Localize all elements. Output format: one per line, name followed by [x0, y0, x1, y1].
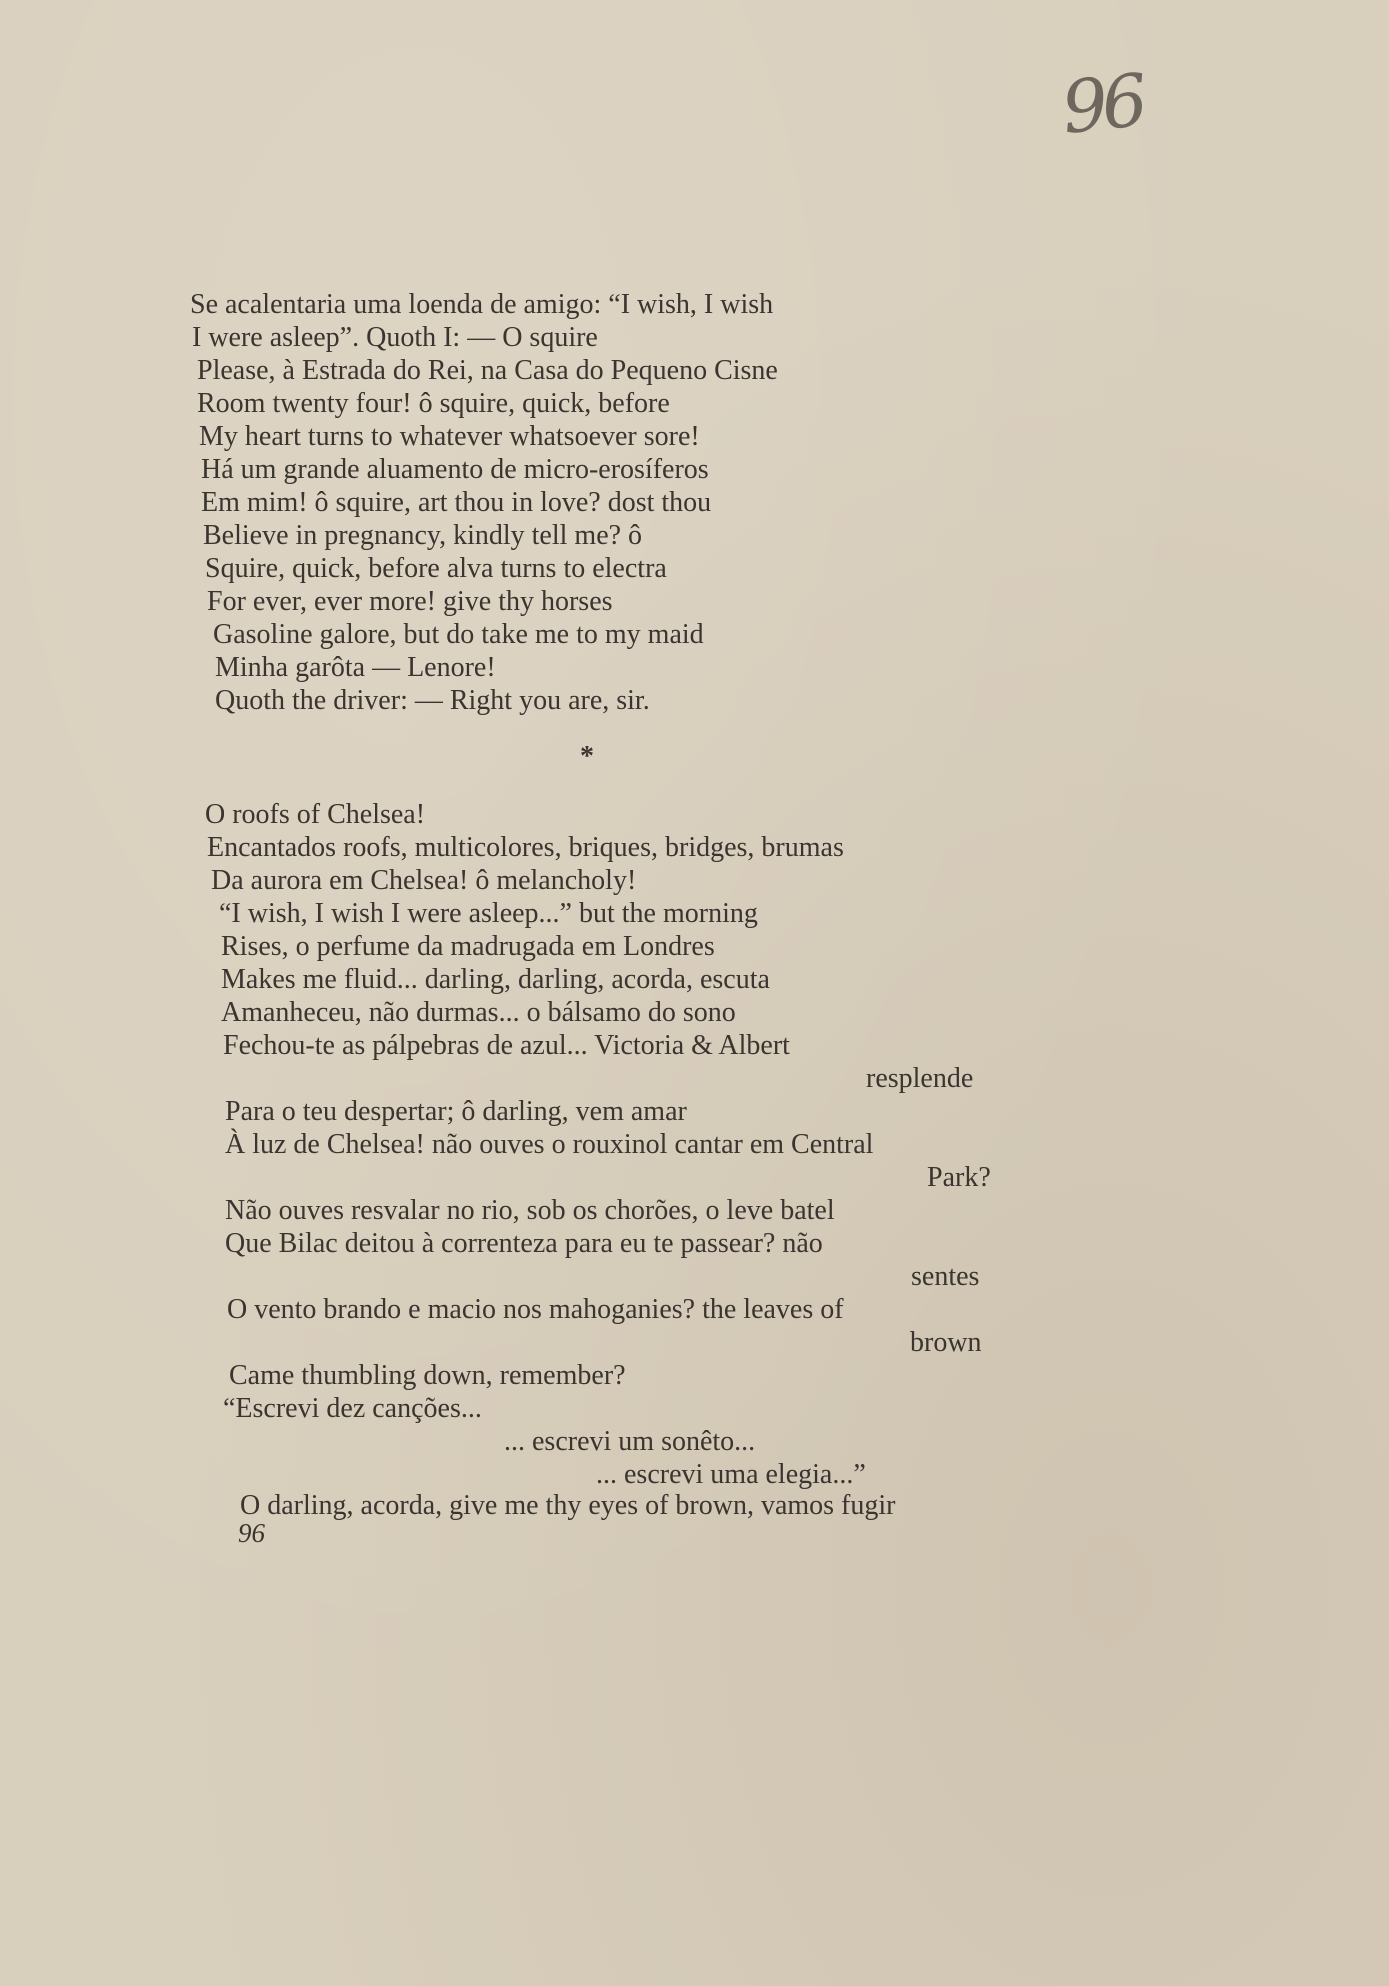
poem-line: Que Bilac deitou à correnteza para eu te passear? não	[225, 1228, 823, 1259]
page-number: 96	[238, 1518, 265, 1548]
poem-line-continuation: sentes	[911, 1261, 980, 1292]
poem-line: Da aurora em Chelsea! ô melancholy!	[211, 865, 637, 896]
poem-line: O darling, acorda, give me thy eyes of brown, vamos fugir	[240, 1490, 896, 1521]
poem-line: ... escrevi uma elegia...”	[596, 1459, 866, 1490]
poem-line: Em mim! ô squire, art thou in love? dost thou	[201, 487, 712, 518]
poem-line: Room twenty four! ô squire, quick, before	[197, 388, 670, 419]
poem-line: “I wish, I wish I were asleep...” but the morning	[219, 898, 758, 929]
section-separator: *	[580, 741, 594, 772]
poem-line: Fechou-te as pálpebras de azul... Victoria & Albert	[223, 1030, 790, 1061]
poem-line: Rises, o perfume da madrugada em Londres	[221, 931, 715, 962]
poem-line: O vento brando e macio nos mahoganies? the leaves of	[227, 1294, 844, 1325]
poem-line: Quoth the driver: — Right you are, sir.	[215, 685, 650, 716]
poem-line: Squire, quick, before alva turns to electra	[205, 553, 667, 584]
poem-line: For ever, ever more! give thy horses	[207, 586, 613, 617]
poem-line: Makes me fluid... darling, darling, acorda, escuta	[221, 964, 770, 995]
poem-line: Encantados roofs, multicolores, briques, bridges, brumas	[207, 832, 844, 863]
poem-line: Não ouves resvalar no rio, sob os chorões, o leve batel	[225, 1195, 835, 1226]
poem-line: Há um grande aluamento de micro-erosíferos	[201, 454, 709, 485]
poem-line: ... escrevi um sonêto...	[504, 1426, 756, 1457]
poem-line: “Escrevi dez canções...	[223, 1393, 482, 1424]
poem-line: Minha garôta — Lenore!	[215, 652, 496, 683]
poem-line: Came thumbling down, remember?	[229, 1360, 626, 1391]
poem-line-continuation: resplende	[866, 1063, 974, 1094]
poem-line: I were asleep”. Quoth I: — O squire	[192, 322, 598, 353]
handwritten-page-number: 96	[1057, 58, 1146, 150]
poem-line: O roofs of Chelsea!	[205, 799, 426, 830]
poem-line: My heart turns to whatever whatsoever sore!	[199, 421, 700, 452]
poem-line: Para o teu despertar; ô darling, vem amar	[225, 1096, 687, 1127]
poem-line: Amanheceu, não durmas... o bálsamo do sono	[221, 997, 736, 1028]
poem-line: Please, à Estrada do Rei, na Casa do Pequeno Cisne	[197, 355, 778, 386]
poem-line: Gasoline galore, but do take me to my maid	[213, 619, 704, 650]
poem-line-continuation: Park?	[927, 1162, 991, 1193]
poem-line: Believe in pregnancy, kindly tell me? ô	[203, 520, 643, 551]
poem-line-continuation: brown	[910, 1327, 982, 1358]
poem-line: À luz de Chelsea! não ouves o rouxinol cantar em Central	[225, 1129, 874, 1160]
poem-line: Se acalentaria uma loenda de amigo: “I wish, I wish	[190, 289, 774, 320]
